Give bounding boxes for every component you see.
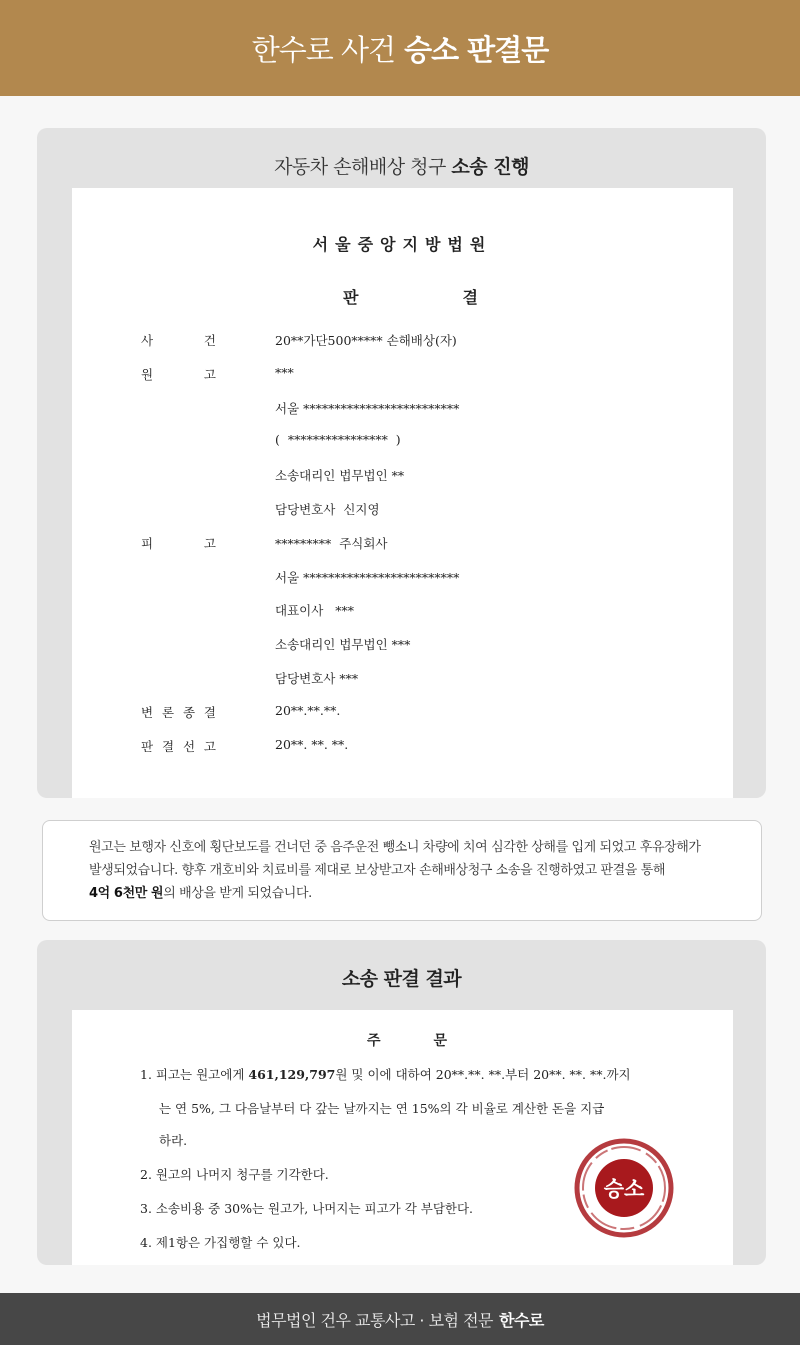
banner-title-prefix: 한수로 사건 <box>251 32 396 67</box>
case-info-row <box>72 568 733 590</box>
case-info-value: ********* 주식회사 <box>275 535 388 551</box>
case-info-label-char: 변 <box>141 704 154 720</box>
banner-title-bold: 승소 판결문 <box>404 32 549 67</box>
case-info-row <box>72 703 733 725</box>
case-info-value: 대표이사 *** <box>275 603 354 619</box>
lawsuit-panel-title-bold: 소송 진행 <box>451 156 529 178</box>
case-info-label <box>141 365 216 383</box>
case-info-label-char: 판 <box>141 738 154 754</box>
ruling-heading-char: 주 <box>367 1033 381 1049</box>
stamp-text: 승소 <box>603 1177 645 1201</box>
case-info-row <box>72 534 733 556</box>
ruling-heading <box>367 1030 447 1050</box>
case-info-label-char: 론 <box>161 704 175 720</box>
case-info-value: 소송대리인 법무법인 ** <box>275 468 405 484</box>
case-info-value: 서울 ************************* <box>275 400 460 416</box>
case-info-value: 20**가단500***** 손해배상(자) <box>275 333 457 348</box>
document-title <box>343 285 478 308</box>
case-info-value: 20**.**.**. <box>275 702 341 718</box>
lawsuit-panel-title-prefix: 자동차 손해배상 청구 <box>274 156 446 178</box>
case-info-label-char: 원 <box>141 366 154 382</box>
case-info-label-char: 사 <box>141 333 154 348</box>
case-info-label <box>141 534 216 552</box>
case-info-label-char: 결 <box>203 704 216 720</box>
case-info-label-char: 고 <box>203 366 216 382</box>
page-footer <box>0 1293 800 1345</box>
case-info-row <box>72 669 733 691</box>
award-amount: 4억 6천만 원 <box>89 886 164 901</box>
ruling-item-1 <box>140 1065 631 1083</box>
case-info-row <box>72 432 733 454</box>
footer-text: 법무법인 건우 교통사고 · 보험 전문 <box>256 1310 494 1330</box>
document-title-char: 결 <box>462 288 478 307</box>
summary-line-rest: 의 배상을 받게 되었습니다. <box>163 886 312 901</box>
ruling-item-1-end: 하라. <box>159 1133 188 1148</box>
case-info-row <box>72 601 733 623</box>
case-info-label <box>141 703 216 721</box>
case-summary-box <box>42 820 762 921</box>
case-info-label-char: 고 <box>203 738 216 754</box>
case-info-row <box>72 635 733 657</box>
ruling-amount: 461,129,797 <box>248 1067 336 1082</box>
case-info-label-char: 종 <box>182 704 196 720</box>
lawsuit-panel-title <box>37 152 766 179</box>
case-info-value: 소송대리인 법무법인 *** <box>275 637 411 653</box>
summary-line: 발생되었습니다. 향후 개호비와 치료비를 제대로 보상받고자 손해배상청구 소송을 진행하였고 판결을 통해 <box>89 863 666 878</box>
case-info-label-char: 결 <box>161 738 175 754</box>
case-info-label <box>141 331 216 349</box>
case-info-label-char: 선 <box>182 738 196 754</box>
case-info-label-char: 건 <box>203 333 216 348</box>
result-panel-title-text: 소송 판결 결과 <box>341 968 462 990</box>
case-info-value: ( **************** ) <box>275 432 401 448</box>
case-info-label-char: 고 <box>203 535 216 551</box>
summary-line: 원고는 보행자 신호에 횡단보도를 건너던 중 음주운전 뺑소니 차량에 치여 심각한 상해를 입게 되었고 후유장해가 <box>89 840 701 855</box>
ruling-item-1-text-b: 원 및 이에 대하여 20**.**. **.부터 20**. **. **.까지 <box>335 1067 631 1082</box>
case-info-row <box>72 737 733 759</box>
summary-line <box>89 882 721 905</box>
ruling-item-1-cont: 는 연 5%, 그 다음날부터 다 갚는 날까지는 연 15%의 각 비율로 계산한 돈을 지급 <box>159 1101 605 1116</box>
court-name: 서울중앙지방법원 <box>312 235 493 254</box>
ruling-item-4: 4. 제1항은 가집행할 수 있다. <box>140 1235 301 1250</box>
case-info-label <box>141 737 216 755</box>
case-info-value: *** <box>275 364 294 380</box>
case-info-row <box>72 331 733 353</box>
ruling-heading-char: 문 <box>433 1033 447 1049</box>
case-info-row <box>72 466 733 488</box>
case-info-row <box>72 399 733 421</box>
case-info-row <box>72 500 733 522</box>
case-info-value: 20**. **. **. <box>275 736 349 752</box>
ruling-item-2: 2. 원고의 나머지 청구를 기각한다. <box>140 1167 329 1182</box>
page-header-banner <box>0 0 800 96</box>
case-info-value: 담당변호사 *** <box>275 671 359 686</box>
document-title-char: 판 <box>343 288 359 307</box>
case-info-label-char: 피 <box>141 535 154 551</box>
lawsuit-panel <box>37 128 766 798</box>
case-info-row <box>72 365 733 387</box>
case-info-value: 서울 ************************* <box>275 569 460 585</box>
ruling-item-3: 3. 소송비용 중 30%는 원고가, 나머지는 피고가 각 부담한다. <box>140 1201 474 1216</box>
victory-stamp-icon <box>572 1136 676 1240</box>
footer-brand: 한수로 <box>499 1310 544 1330</box>
result-panel-title <box>37 964 766 991</box>
ruling-item-1-text-a: 1. 피고는 원고에게 <box>140 1067 249 1082</box>
case-info-value: 담당변호사 신지영 <box>275 502 380 517</box>
judgment-document <box>72 188 733 798</box>
